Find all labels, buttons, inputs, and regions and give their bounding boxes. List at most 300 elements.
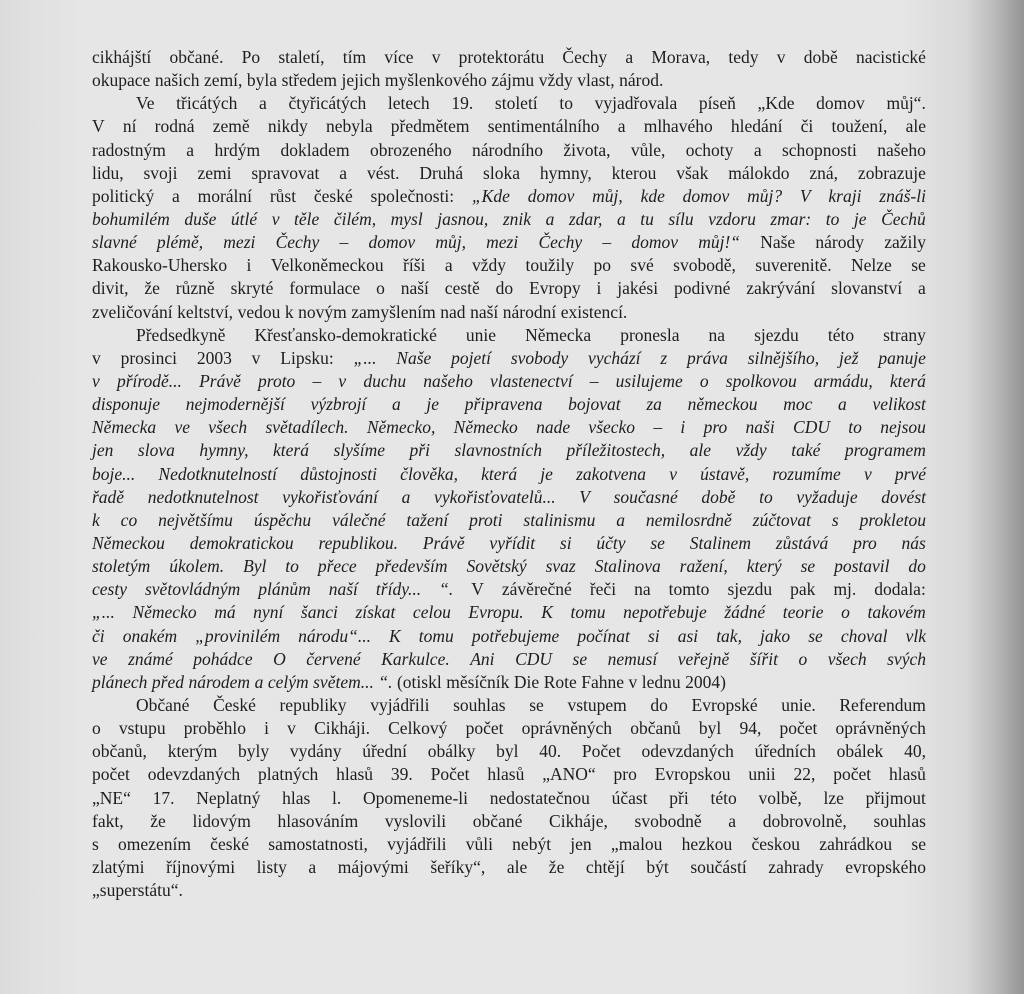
word: hledání xyxy=(730,116,783,137)
document-body xyxy=(92,46,926,902)
word: známé xyxy=(128,648,173,669)
text-line xyxy=(92,69,926,92)
word: Křesťansko-demokratické xyxy=(254,324,437,345)
word: hrdým xyxy=(214,139,261,160)
word: morální xyxy=(197,185,253,206)
word: zdar, xyxy=(568,208,603,229)
word: – xyxy=(653,417,663,438)
word: usilujeme xyxy=(615,370,683,391)
word: bohumilém xyxy=(92,208,170,229)
word: okupace xyxy=(92,70,151,91)
word: mlhavého xyxy=(643,116,713,137)
text-line xyxy=(92,208,926,231)
word: zmar: xyxy=(770,208,812,229)
word: k xyxy=(92,509,100,530)
word: Druhá xyxy=(419,162,464,183)
word: domov xyxy=(682,185,730,206)
word: s xyxy=(831,509,839,530)
word: pro xyxy=(853,532,877,553)
word: německou xyxy=(687,394,758,415)
word: svoji xyxy=(143,162,178,183)
word: V xyxy=(92,116,105,137)
text-line xyxy=(92,463,926,486)
word: a xyxy=(444,255,453,276)
word: Evropu. xyxy=(468,602,524,623)
word: i xyxy=(680,417,686,438)
word: formulace xyxy=(289,278,361,299)
word: je xyxy=(426,394,440,415)
word: zamyšlením xyxy=(351,301,436,322)
word: prvé xyxy=(894,463,926,484)
word: o xyxy=(92,718,101,739)
word: tím xyxy=(342,47,367,67)
word: našeho xyxy=(423,370,473,391)
word: počet xyxy=(465,718,504,739)
word: přírodě... xyxy=(116,370,182,391)
word: nebýt xyxy=(512,833,552,854)
word: občané xyxy=(472,810,523,831)
word: člověka, xyxy=(400,463,458,484)
word: do xyxy=(908,556,926,577)
word: 94, xyxy=(739,718,762,739)
word: obálek xyxy=(836,741,884,762)
word: svých xyxy=(887,648,926,669)
word: domov xyxy=(368,232,416,253)
text-line xyxy=(92,671,926,694)
word: cestě xyxy=(444,278,480,299)
word: České xyxy=(213,694,256,715)
word: se xyxy=(911,255,926,276)
word: a xyxy=(918,278,926,299)
text-line xyxy=(92,416,926,439)
word: se xyxy=(911,833,926,854)
word: zakotvena xyxy=(576,463,647,484)
word: protektorátu xyxy=(458,47,545,67)
word: však xyxy=(676,162,709,183)
word: která xyxy=(272,440,309,461)
word: sjezdu xyxy=(727,579,773,600)
word: Velkoněmeckou xyxy=(270,255,384,276)
word: šeříky“, xyxy=(430,856,486,877)
word: Německa xyxy=(525,324,592,345)
word: kde xyxy=(640,185,665,206)
word: nedotknutelnost xyxy=(147,486,259,507)
word: moc xyxy=(783,394,813,415)
word: sjezdu xyxy=(754,324,799,345)
word: úřední xyxy=(362,741,407,762)
word: Stalinova xyxy=(594,556,661,577)
word: proto xyxy=(258,370,296,391)
word: účty xyxy=(596,532,626,553)
word: rodná xyxy=(154,116,195,137)
word: naší xyxy=(328,579,358,600)
word: a xyxy=(391,394,401,415)
word: a xyxy=(753,139,762,160)
word: co xyxy=(120,509,138,530)
word: a xyxy=(728,810,737,831)
word: vždy xyxy=(735,440,767,461)
word: těle xyxy=(294,208,320,229)
word: po xyxy=(593,255,611,276)
word: 19. xyxy=(451,93,474,114)
text-line xyxy=(92,740,926,763)
word: vůle, xyxy=(630,139,666,160)
word: v xyxy=(251,347,261,368)
word: svaz xyxy=(545,556,576,577)
word: samostatnosti, xyxy=(268,833,368,854)
word: pro xyxy=(613,764,637,785)
word: ale xyxy=(689,440,712,461)
word: stalinismu xyxy=(523,509,596,530)
word: národem xyxy=(188,671,251,692)
word: jako xyxy=(760,625,791,646)
word: šířit xyxy=(749,648,778,669)
word: domov xyxy=(527,185,575,206)
word: hymny, xyxy=(539,162,592,183)
word: v xyxy=(669,463,677,484)
word: 40, xyxy=(904,741,926,762)
word: Stalinem xyxy=(689,532,751,553)
word: vzdoru xyxy=(708,208,756,229)
word: této xyxy=(710,787,737,808)
word: velikost xyxy=(872,394,926,415)
word: ražení, xyxy=(679,556,728,577)
word: nejmodernější xyxy=(185,394,285,415)
word: stoletým xyxy=(92,556,151,577)
word: součástí xyxy=(690,856,747,877)
word: Čechy xyxy=(275,232,320,253)
word: národ. xyxy=(619,70,664,91)
word: lednu xyxy=(641,671,681,692)
word: země xyxy=(212,116,250,137)
word: řadě xyxy=(92,486,125,507)
word: Počet xyxy=(430,764,470,785)
text-line xyxy=(92,810,926,833)
word: byl xyxy=(698,718,722,739)
word: pojetí xyxy=(451,347,491,368)
word: plánech xyxy=(92,671,148,692)
word: jen xyxy=(92,440,114,461)
word: vždy xyxy=(472,255,507,276)
word: je xyxy=(853,208,867,229)
word: zlatými xyxy=(92,856,145,877)
word: z xyxy=(660,347,668,368)
word: říši xyxy=(403,255,426,276)
word: kterou xyxy=(611,162,657,183)
word: mj. xyxy=(833,579,857,600)
text-line xyxy=(92,139,926,162)
word: ústavě, xyxy=(700,463,750,484)
word: i xyxy=(264,718,269,739)
word: našeho xyxy=(877,139,926,160)
word: lidovým xyxy=(192,810,251,831)
word: 2004) xyxy=(685,671,726,692)
word: říjnovými xyxy=(166,856,236,877)
word: třídy... xyxy=(375,579,422,600)
word: prokletou xyxy=(859,509,926,530)
word: „provinilém xyxy=(195,625,281,646)
word: svobody xyxy=(510,347,569,368)
word: má xyxy=(214,602,236,623)
word: volbě, xyxy=(758,787,802,808)
word: plánům xyxy=(258,579,311,600)
word: v xyxy=(92,347,101,368)
word: Čechů xyxy=(881,208,926,229)
word: zahrady xyxy=(768,856,824,877)
page-gutter-shadow xyxy=(966,0,1024,994)
word: Lipsku: xyxy=(280,347,334,368)
word: a xyxy=(625,47,634,67)
word: byl xyxy=(496,741,519,762)
word: nejsou xyxy=(880,417,926,438)
word: naší xyxy=(400,278,429,299)
word: evropského xyxy=(845,856,926,877)
word: republiky xyxy=(279,694,347,715)
word: Nelze xyxy=(851,255,892,276)
word: počet xyxy=(779,718,818,739)
word: úkolem. xyxy=(169,556,225,577)
word: podivné xyxy=(673,278,731,299)
text-line xyxy=(92,115,926,138)
word: Německo, xyxy=(366,417,436,438)
word: fakt, xyxy=(92,810,124,831)
word: (otiskl xyxy=(396,671,442,692)
word: můj!“ xyxy=(698,232,740,253)
word: tedy xyxy=(728,47,759,67)
word: době xyxy=(701,486,736,507)
word: tu xyxy=(640,208,654,229)
word: národní xyxy=(502,301,557,322)
word: hlasů xyxy=(888,764,926,785)
word: domov xyxy=(816,93,865,114)
word: slova xyxy=(137,440,175,461)
word: veřejně xyxy=(677,648,730,669)
word: válečné xyxy=(332,509,386,530)
word: nás xyxy=(901,532,926,553)
word: Referendum xyxy=(839,694,926,715)
word: v xyxy=(628,671,638,692)
word: k xyxy=(284,301,294,322)
word: K xyxy=(389,625,401,646)
word: se xyxy=(650,532,665,553)
word: můj, xyxy=(592,185,623,206)
word: hlasů xyxy=(487,764,525,785)
word: choval xyxy=(840,625,888,646)
word: jež xyxy=(839,347,859,368)
word: chtějí xyxy=(585,856,625,877)
word: při xyxy=(409,440,430,461)
word: mysl xyxy=(390,208,423,229)
word: ale xyxy=(506,856,528,877)
word: příležitostech, xyxy=(566,440,666,461)
word: světovládným xyxy=(144,579,241,600)
word: bojovat xyxy=(568,394,621,415)
word: jasnou, xyxy=(437,208,489,229)
word: nedostatečnou xyxy=(489,787,590,808)
word: Právě xyxy=(199,370,241,391)
word: Celkový xyxy=(388,718,448,739)
word: různě xyxy=(175,278,215,299)
word: to xyxy=(285,556,299,577)
word: či xyxy=(92,625,105,646)
word: pronesla xyxy=(620,324,680,345)
word: se xyxy=(800,556,816,577)
word: staletí, xyxy=(278,47,325,67)
word: se xyxy=(529,694,544,715)
word: zakrývání xyxy=(746,278,816,299)
word: vlast, xyxy=(577,70,615,91)
word: čtyřicátých xyxy=(288,93,367,114)
word: Sovětský xyxy=(466,556,527,577)
word: zájmu xyxy=(491,70,535,91)
word: své xyxy=(630,255,654,276)
text-line xyxy=(92,393,926,416)
word: 17. xyxy=(152,787,175,808)
word: především xyxy=(375,556,448,577)
word: nyní xyxy=(253,602,284,623)
text-line xyxy=(92,439,926,462)
word: nad xyxy=(440,301,466,322)
word: největšímu xyxy=(158,509,233,530)
word: můj? xyxy=(747,185,783,206)
word: století xyxy=(494,93,538,114)
word: našich xyxy=(154,70,200,91)
word: a xyxy=(616,208,626,229)
word: i xyxy=(246,255,252,276)
word: vyřídit xyxy=(489,532,536,553)
word: dodala: xyxy=(874,579,926,600)
word: tomto xyxy=(668,579,710,600)
word: vyjádřili xyxy=(387,833,447,854)
word: hlasováním xyxy=(277,810,359,831)
word: nemilosrdně xyxy=(645,509,732,530)
word: proti xyxy=(469,509,503,530)
word: a xyxy=(308,856,317,877)
word: Německa xyxy=(92,417,157,438)
word: zůstává xyxy=(775,532,829,553)
word: a xyxy=(339,162,348,183)
word: celým xyxy=(267,671,309,692)
word: unie. xyxy=(781,694,816,715)
word: odevzdaných xyxy=(147,764,241,785)
word: Byl xyxy=(243,556,267,577)
word: proběhlo xyxy=(183,718,246,739)
word: Cikháji. xyxy=(314,718,370,739)
word: spolkovou xyxy=(725,370,797,391)
word: plémě, xyxy=(156,232,204,253)
word: Karkulce. xyxy=(381,648,450,669)
word: hezkou xyxy=(681,833,733,854)
word: žádné xyxy=(724,602,766,623)
word: na xyxy=(708,324,726,345)
word: strany xyxy=(883,324,926,345)
word: dokladem xyxy=(280,139,350,160)
word: panuje xyxy=(878,347,926,368)
word: se xyxy=(572,648,588,669)
word: všech xyxy=(827,648,867,669)
word: “. xyxy=(378,671,393,692)
word: Právě xyxy=(422,532,465,553)
word: Fahne xyxy=(581,671,625,692)
word: cesty xyxy=(92,579,127,600)
word: – xyxy=(312,370,322,391)
word: že xyxy=(144,278,160,299)
word: tomu xyxy=(570,602,606,623)
word: naši xyxy=(745,417,775,438)
word: domov xyxy=(631,232,678,253)
word: lze xyxy=(823,787,844,808)
word: zobrazuje xyxy=(857,162,926,183)
word: si xyxy=(647,625,660,646)
word: májovými xyxy=(337,856,409,877)
word: občanů, xyxy=(92,741,147,762)
word: v xyxy=(271,208,280,229)
word: takovém xyxy=(867,602,926,623)
word: zemi xyxy=(197,162,232,183)
word: připravena xyxy=(464,394,543,415)
word: občané. xyxy=(169,47,224,67)
word: můj, xyxy=(435,232,466,253)
word: že xyxy=(150,810,166,831)
word: sloka xyxy=(483,162,520,183)
word: čilém, xyxy=(333,208,377,229)
word: znáš-li xyxy=(879,185,926,206)
word: národy xyxy=(815,232,864,253)
word: „ANO“ xyxy=(542,764,596,785)
word: lidu, xyxy=(92,162,124,183)
word: „superstátu“. xyxy=(92,880,183,901)
word: Ve xyxy=(136,93,155,114)
word: české xyxy=(313,185,353,206)
word: V xyxy=(471,579,484,600)
word: toužení, xyxy=(831,116,888,137)
word: obrozeného xyxy=(369,139,452,160)
word: nikdy xyxy=(267,116,308,137)
text-line xyxy=(92,277,926,300)
word: Německo xyxy=(453,417,518,438)
word: zemí, xyxy=(204,70,243,91)
text-line xyxy=(92,370,926,393)
word: ale xyxy=(905,116,926,137)
word: zúčtovat xyxy=(752,509,811,530)
word: společnosti: xyxy=(370,185,455,206)
word: novým xyxy=(298,301,347,322)
word: prosinci xyxy=(120,347,177,368)
word: – xyxy=(339,232,349,253)
text-line xyxy=(92,578,926,601)
text-line xyxy=(92,254,926,277)
word: cikhájští xyxy=(92,47,152,67)
word: v xyxy=(92,370,100,391)
word: spravovat xyxy=(251,162,320,183)
word: ve xyxy=(92,648,108,669)
word: a xyxy=(617,116,626,137)
word: duše xyxy=(184,208,217,229)
word: o xyxy=(699,370,709,391)
word: občanů xyxy=(630,718,681,739)
word: „... xyxy=(353,347,377,368)
word: potřebujeme xyxy=(471,625,560,646)
word: úspěchu xyxy=(253,509,312,530)
word: 39. xyxy=(390,764,413,785)
word: Občané xyxy=(136,694,190,715)
word: v xyxy=(776,47,786,67)
word: Naše xyxy=(760,232,796,253)
word: že xyxy=(548,856,565,877)
word: jakési xyxy=(617,278,659,299)
word: Evropskou xyxy=(654,764,731,785)
word: růst xyxy=(269,185,297,206)
